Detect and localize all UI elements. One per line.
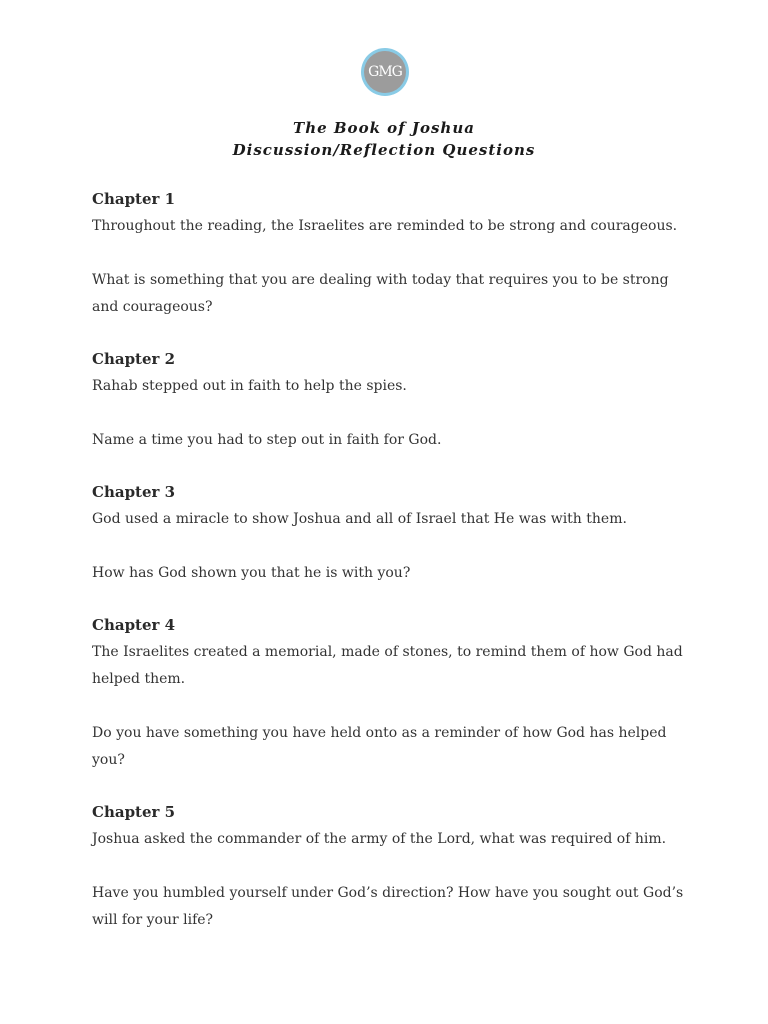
chapter-heading: Chapter 1	[92, 190, 176, 208]
chapter-2-section	[92, 346, 692, 454]
chapter-4-section	[92, 612, 692, 774]
chapter-heading: Chapter 3	[92, 483, 176, 501]
chapter-statement: God used a miracle to show Joshua and all of Israel that He was with them.	[92, 511, 627, 527]
logo	[361, 48, 409, 96]
chapter-heading: Chapter 4	[92, 616, 176, 634]
chapter-heading: Chapter 5	[92, 803, 176, 821]
document-body	[92, 186, 692, 959]
chapter-statement: Throughout the reading, the Israelites are reminded to be strong and courageous.	[92, 218, 678, 234]
chapter-1-section	[92, 186, 692, 321]
chapter-statement: The Israelites created a memorial, made of stones, to remind them of how God had helped them.	[92, 644, 683, 687]
chapter-statement: Rahab stepped out in faith to help the spies.	[92, 378, 407, 394]
document-subtitle: Discussion/Reflection Questions	[232, 141, 536, 159]
chapter-heading: Chapter 2	[92, 350, 176, 368]
document-title: The Book of Joshua	[293, 119, 475, 137]
chapter-statement: Joshua asked the commander of the army of the Lord, what was required of him.	[92, 831, 667, 847]
chapter-3-section	[92, 479, 692, 587]
reflection-question: How has God shown you that he is with you?	[92, 565, 411, 581]
reflection-question: Name a time you had to step out in faith for God.	[92, 432, 442, 448]
reflection-question: Have you humbled yourself under God’s direction? How have you sought out God’s will for your life?	[92, 885, 684, 928]
logo-text: GMG	[364, 51, 406, 93]
reflection-question: Do you have something you have held onto as a reminder of how God has helped you?	[92, 725, 667, 768]
reflection-question: What is something that you are dealing with today that requires you to be strong and courageous?	[92, 272, 669, 315]
chapter-5-section	[92, 799, 692, 934]
